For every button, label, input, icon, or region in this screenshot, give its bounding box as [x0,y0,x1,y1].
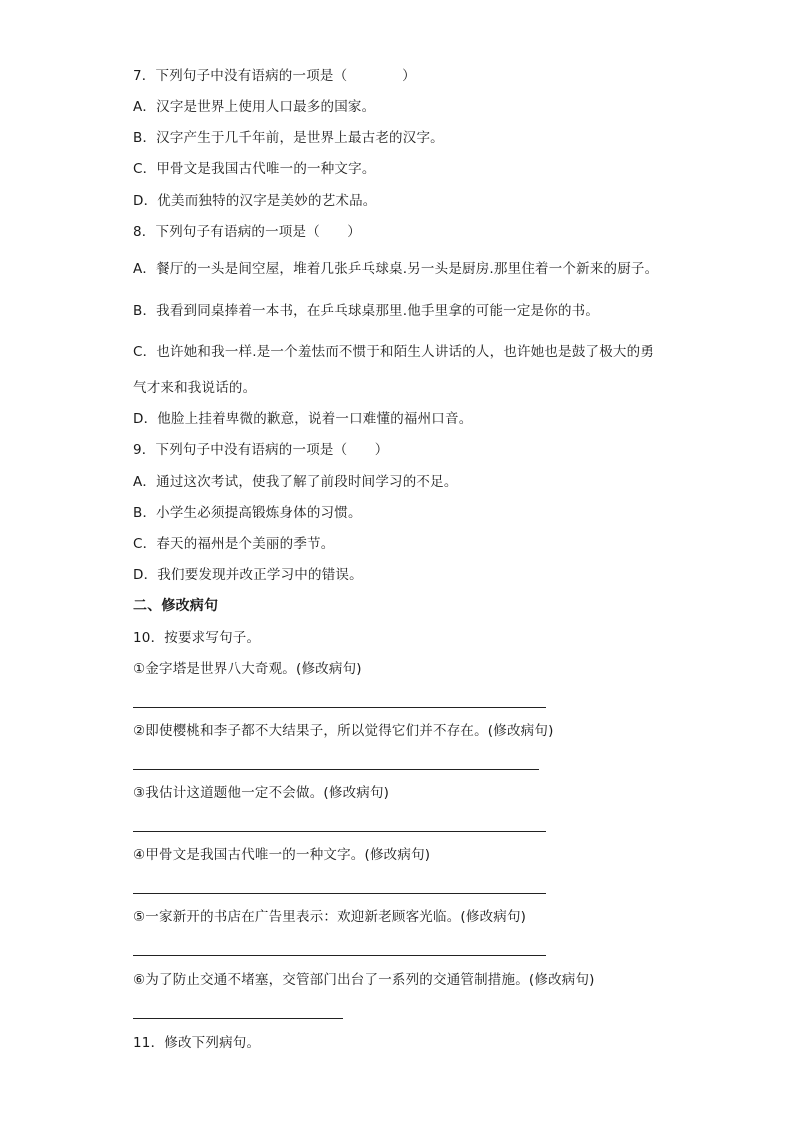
q8-option-c-line1: C．也许她和我一样.是一个羞怯而不惯于和陌生人讲话的人，也许她也是鼓了极大的勇 [133,344,655,360]
q8-option-d: D．他脸上挂着卑微的歉意，说着一口难懂的福州口音。 [133,411,473,427]
answer-line-6[interactable] [133,1018,343,1019]
answer-line-1[interactable] [133,707,546,708]
q10-item-2: ②即使樱桃和李子都不大结果子，所以觉得它们并不存在。(修改病句) [133,723,554,739]
q8-stem: 8．下列句子有语病的一项是（ ） [133,224,361,240]
q7-option-d: D．优美而独特的汉字是美妙的艺术品。 [133,193,377,209]
q7-option-c: C．甲骨文是我国古代唯一的一种文字。 [133,161,376,177]
q10-item-4: ④甲骨文是我国古代唯一的一种文字。(修改病句) [133,847,431,863]
q9-option-c: C．春天的福州是个美丽的季节。 [133,536,335,552]
q8-option-b: B．我看到同桌捧着一本书，在乒乓球桌那里.他手里拿的可能一定是你的书。 [133,303,600,319]
q10-item-3: ③我估计这道题他一定不会做。(修改病句) [133,785,390,801]
answer-line-2[interactable] [133,769,539,770]
q10-item-1: ①金字塔是世界八大奇观。(修改病句) [133,661,362,677]
q7-option-a: A．汉字是世界上使用人口最多的国家。 [133,99,376,115]
q7-option-b: B．汉字产生于几千年前，是世界上最古老的汉字。 [133,130,444,146]
answer-line-4[interactable] [133,893,546,894]
q10-stem: 10．按要求写句子。 [133,630,261,646]
q7-stem: 7．下列句子中没有语病的一项是（ ） [133,68,416,84]
q10-item-5: ⑤一家新开的书店在广告里表示：欢迎新老顾客光临。(修改病句) [133,909,527,925]
section-title: 二、修改病句 [133,598,219,614]
q8-option-a: A．餐厅的一头是间空屋，堆着几张乒乓球桌.另一头是厨房.那里住着一个新来的厨子。 [133,261,659,277]
q9-option-b: B．小学生必须提高锻炼身体的习惯。 [133,505,362,521]
q8-option-c-line2: 气才来和我说话的。 [133,380,257,396]
q10-item-6: ⑥为了防止交通不堵塞，交管部门出台了一系列的交通管制措施。(修改病句) [133,972,595,988]
q11-stem: 11．修改下列病句。 [133,1035,261,1051]
answer-line-3[interactable] [133,831,546,832]
q9-option-a: A．通过这次考试，使我了解了前段时间学习的不足。 [133,474,458,490]
q9-stem: 9．下列句子中没有语病的一项是（ ） [133,442,389,458]
answer-line-5[interactable] [133,955,546,956]
q9-option-d: D．我们要发现并改正学习中的错误。 [133,567,363,583]
